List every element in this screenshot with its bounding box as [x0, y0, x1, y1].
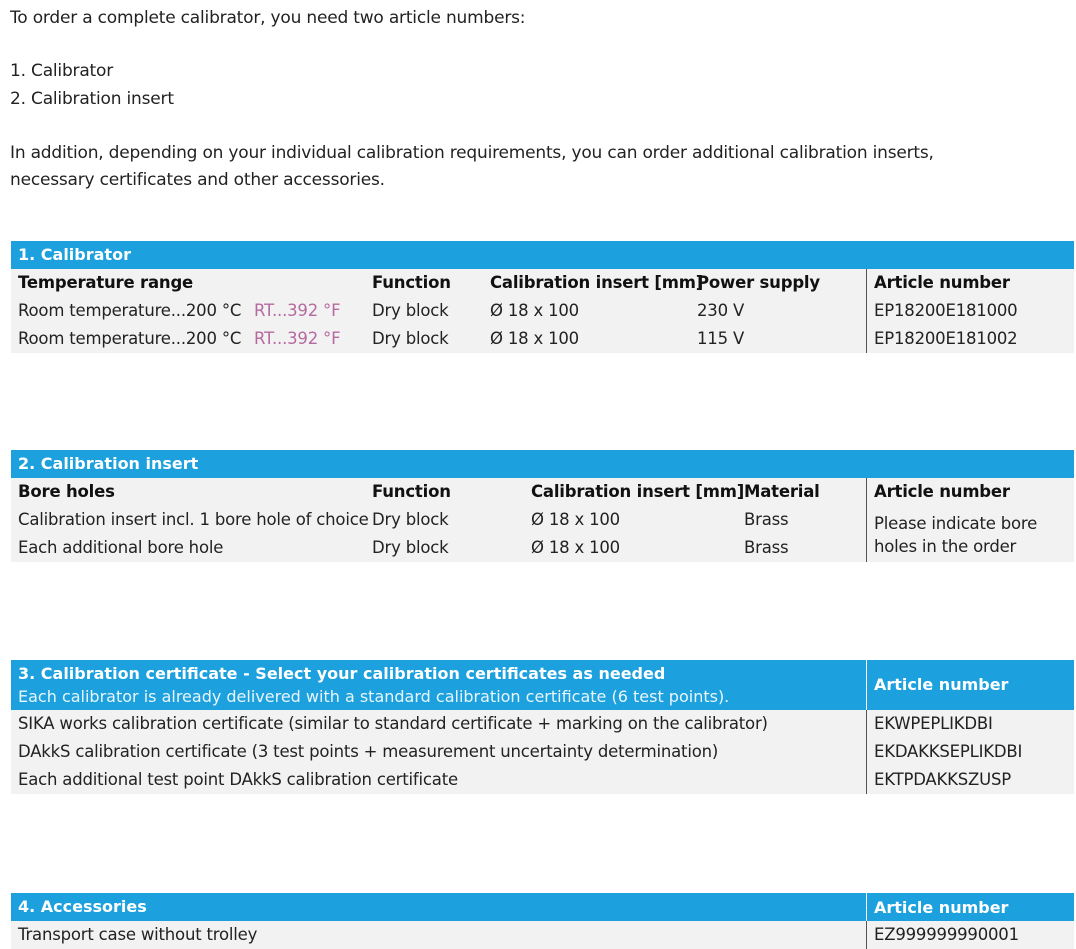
header-power-supply: Power supply	[697, 273, 820, 292]
header-bore-holes: Bore holes	[18, 482, 115, 501]
header-calibration-insert: Calibration insert [mm]	[531, 482, 745, 501]
function-cell: Dry block	[372, 510, 449, 529]
table-header-row	[11, 269, 1074, 297]
function-cell: Dry block	[372, 538, 449, 557]
intro-list-item: 2. Calibration insert	[10, 89, 174, 109]
header-temperature-range: Temperature range	[18, 273, 194, 292]
range-fahrenheit: RT...392 °F	[254, 329, 341, 348]
description-cell: SIKA works calibration certificate (similar to standard certificate + marking on the calibrator)	[18, 714, 768, 733]
header-article-number: Article number	[874, 273, 1010, 292]
article-number-cell: EKTPDAKKSZUSP	[874, 770, 1012, 789]
function-cell: Dry block	[372, 301, 449, 320]
header-calibration-insert: Calibration insert [mm]	[490, 273, 704, 292]
insert-cell: Ø 18 x 100	[490, 329, 579, 348]
certificate-table-title: 3. Calibration certificate - Select your calibration certificates as needed	[18, 664, 666, 683]
certificate-table-body	[11, 710, 1074, 794]
range-celsius: Room temperature...200 °C	[18, 329, 242, 348]
description-cell: DAkkS calibration certificate (3 test points + measurement uncertainty determination)	[18, 742, 719, 761]
header-article-number: Article number	[874, 675, 1009, 694]
insert-cell: Ø 18 x 100	[531, 510, 620, 529]
article-note: Please indicate bore	[874, 514, 1038, 533]
table-row	[11, 534, 1074, 562]
power-cell: 115 V	[697, 329, 745, 348]
bore-cell: Each additional bore hole	[18, 538, 224, 557]
range-fahrenheit: RT...392 °F	[254, 301, 341, 320]
intro-list-item: 1. Calibrator	[10, 61, 114, 81]
header-function: Function	[372, 482, 451, 501]
table-row	[11, 325, 1074, 353]
material-cell: Brass	[744, 510, 789, 529]
table-row	[11, 506, 1074, 534]
insert-table	[11, 450, 1074, 562]
description-cell: Transport case without trolley	[18, 925, 258, 944]
accessories-table-body	[11, 921, 1074, 949]
material-cell: Brass	[744, 538, 789, 557]
insert-table-title: 2. Calibration insert	[11, 450, 1074, 478]
article-number-cell: EZ999999990001	[874, 925, 1019, 944]
article-number-cell: EKWPEPLIKDBI	[874, 714, 993, 733]
table-row	[11, 738, 1074, 766]
table-row	[11, 710, 1074, 738]
intro-paragraph: In addition, depending on your individual calibration requirements, you can order additional calibration inserts,	[10, 143, 934, 163]
table-row	[11, 297, 1074, 325]
article-note: holes in the order	[874, 537, 1017, 556]
accessories-table-title: 4. Accessories	[18, 897, 147, 916]
column-divider	[866, 660, 867, 710]
header-article-number: Article number	[874, 898, 1009, 917]
certificate-table	[11, 660, 1074, 794]
insert-table-body	[11, 478, 1074, 562]
calibrator-table-title: 1. Calibrator	[11, 241, 1074, 269]
function-cell: Dry block	[372, 329, 449, 348]
header-material: Material	[744, 482, 820, 501]
header-article-number: Article number	[874, 482, 1010, 501]
insert-cell: Ø 18 x 100	[490, 301, 579, 320]
table-header-row	[11, 478, 1074, 506]
bore-cell: Calibration insert incl. 1 bore hole of choice	[18, 510, 369, 529]
accessories-table-title-bar	[11, 893, 1074, 921]
description-cell: Each additional test point DAkkS calibration certificate	[18, 770, 458, 789]
table-row	[11, 766, 1074, 794]
certificate-table-title-bar	[11, 660, 1074, 710]
calibrator-table-body	[11, 269, 1074, 353]
column-divider	[866, 893, 867, 921]
certificate-table-subtitle: Each calibrator is already delivered with a standard calibration certificate (6 test points).	[18, 687, 730, 706]
article-number-cell: EP18200E181000	[874, 301, 1018, 320]
insert-cell: Ø 18 x 100	[531, 538, 620, 557]
intro-line: To order a complete calibrator, you need two article numbers:	[10, 8, 526, 28]
power-cell: 230 V	[697, 301, 745, 320]
article-number-cell: EKDAKKSEPLIKDBI	[874, 742, 1023, 761]
range-celsius: Room temperature...200 °C	[18, 301, 242, 320]
calibrator-table	[11, 241, 1074, 353]
article-number-cell: EP18200E181002	[874, 329, 1018, 348]
accessories-table	[11, 893, 1074, 949]
intro-paragraph: necessary certificates and other accessories.	[10, 170, 385, 190]
header-function: Function	[372, 273, 451, 292]
table-row	[11, 921, 1074, 949]
